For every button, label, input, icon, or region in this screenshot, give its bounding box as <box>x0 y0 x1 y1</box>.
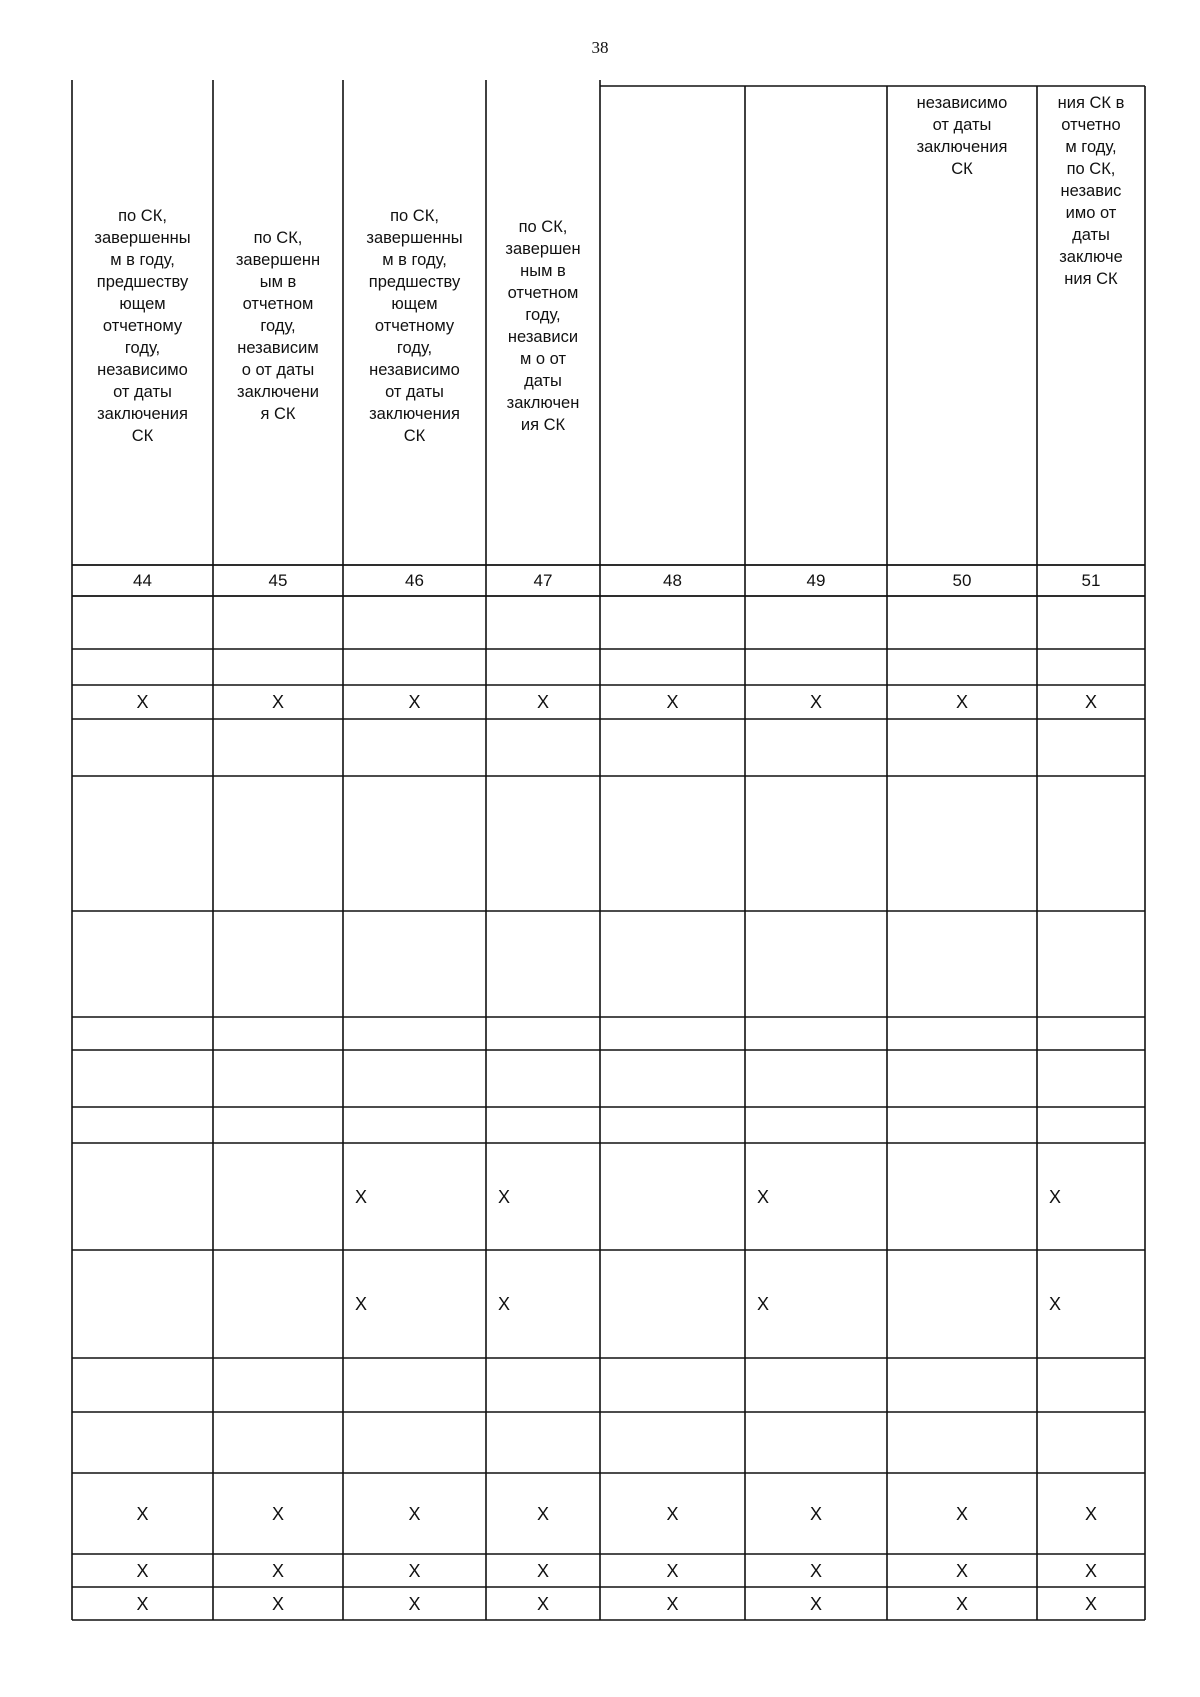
cross-mark: X <box>1084 692 1097 712</box>
cross-mark: X <box>666 1503 679 1524</box>
cross-mark: X <box>1084 1560 1097 1581</box>
cross-mark: X <box>355 1186 368 1207</box>
cross-mark: X <box>498 1186 511 1207</box>
cross-mark: X <box>498 1294 511 1314</box>
cross-mark: X <box>955 692 968 712</box>
column-header-46: по СК, завершенны м в году, предшеству ющем отчетному году, независимо от даты заключения СК <box>366 206 463 445</box>
cross-mark: X <box>757 1186 770 1207</box>
cross-mark: X <box>536 692 549 712</box>
cross-mark: X <box>271 1503 284 1524</box>
cross-mark: X <box>955 1593 968 1614</box>
cross-mark: X <box>136 1560 149 1581</box>
cross-mark: X <box>408 1560 421 1581</box>
cross-mark: X <box>408 1503 421 1524</box>
column-header-47: по СК, завершен ным в отчетном году, независи м о от даты заключен ия СК <box>505 217 581 434</box>
cross-mark: X <box>136 1503 149 1524</box>
cross-mark: X <box>271 692 284 712</box>
column-header-45: по СК, завершенн ым в отчетном году, независим о от даты заключени я СК <box>235 228 321 423</box>
cross-mark: X <box>1084 1503 1097 1524</box>
cross-mark: X <box>757 1294 770 1314</box>
column-header-50: независимо от даты заключения СК <box>916 94 1008 178</box>
cross-mark: X <box>136 692 149 712</box>
cross-mark: X <box>809 1593 822 1614</box>
cross-mark: X <box>809 1503 822 1524</box>
cross-mark: X <box>271 1593 284 1614</box>
column-number: 45 <box>268 571 288 590</box>
cross-mark: X <box>536 1593 549 1614</box>
column-number: 44 <box>133 571 152 590</box>
cross-mark: X <box>809 692 822 712</box>
column-number: 48 <box>663 571 682 590</box>
cross-mark: X <box>1049 1186 1062 1207</box>
column-number: 47 <box>533 571 553 590</box>
cross-mark: X <box>355 1294 368 1314</box>
cross-mark: X <box>809 1560 822 1581</box>
cross-mark: X <box>536 1503 549 1524</box>
cross-mark: X <box>955 1560 968 1581</box>
page-number: 38 <box>591 38 609 57</box>
column-number: 49 <box>806 571 826 590</box>
column-number: 51 <box>1081 571 1101 590</box>
cross-mark: X <box>1084 1593 1097 1614</box>
column-header-48 <box>600 86 745 565</box>
cross-mark: X <box>408 1593 421 1614</box>
cross-mark: X <box>666 1560 679 1581</box>
column-header-51: ния СК в отчетно м году, по СК, независ имо от даты заключе ния СК <box>1057 94 1125 288</box>
cross-mark: X <box>666 692 679 712</box>
column-number: 46 <box>405 571 424 590</box>
cross-mark: X <box>136 1593 149 1614</box>
column-header-49 <box>745 86 887 565</box>
cross-mark: X <box>955 1503 968 1524</box>
cross-mark: X <box>408 692 421 712</box>
column-header-44: по СК, завершенны м в году, предшеству ющем отчетному году, независимо от даты заключения СК <box>94 206 191 445</box>
cross-mark: X <box>1049 1294 1062 1314</box>
column-number: 50 <box>952 571 972 590</box>
cross-mark: X <box>271 1560 284 1581</box>
cross-mark: X <box>666 1593 679 1614</box>
cross-mark: X <box>536 1560 549 1581</box>
